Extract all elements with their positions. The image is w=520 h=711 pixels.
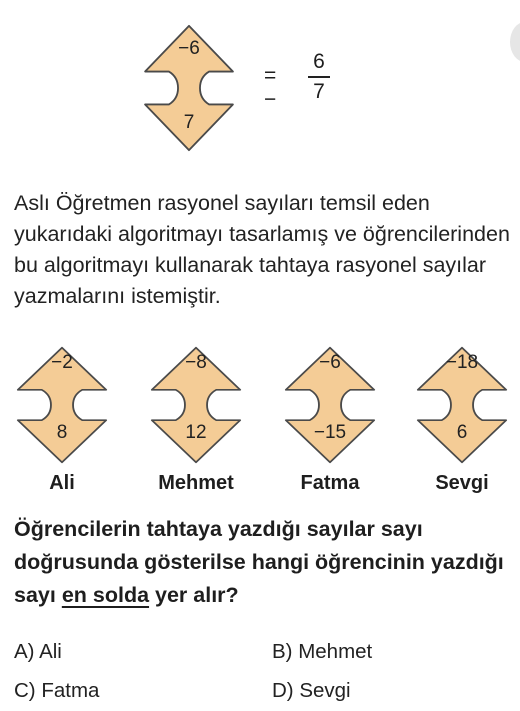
example-fraction	[308, 50, 330, 104]
example-shape	[143, 24, 235, 152]
sevgi-denominator: 6	[456, 422, 468, 443]
example-denominator: 7	[183, 112, 195, 133]
equals-minus: = −	[264, 64, 277, 111]
student-shape-mehmet	[150, 346, 242, 464]
sevgi-numerator: −18	[445, 352, 479, 373]
option-c[interactable]: C) Fatma	[14, 679, 100, 702]
student-shape-fatma	[284, 346, 376, 464]
option-b[interactable]: B) Mehmet	[272, 640, 373, 663]
student-name-mehmet: Mehmet	[158, 472, 234, 494]
fatma-denominator: −15	[313, 422, 347, 443]
option-a[interactable]: A) Ali	[14, 640, 62, 663]
fraction-numerator: 6	[313, 50, 325, 73]
option-d[interactable]: D) Sevgi	[272, 679, 351, 702]
intro-paragraph: Aslı Öğretmen rasyonel sayıları temsil eden yukarıdaki algoritmayı tasarlamış ve öğrencilerinden bu algoritmayı kullanarak tahtaya rasyonel sayılar yazmalarını istemiştir.	[14, 191, 510, 308]
student-name-sevgi: Sevgi	[435, 472, 489, 494]
student-name-ali: Ali	[49, 472, 75, 494]
student-name-fatma: Fatma	[300, 472, 360, 494]
page-edge-decoration	[510, 22, 520, 62]
ali-numerator: −2	[51, 352, 73, 373]
question-post: yer alır?	[149, 583, 239, 607]
example-numerator: −6	[178, 38, 200, 59]
mehmet-numerator: −8	[185, 352, 207, 373]
mehmet-denominator: 12	[185, 422, 207, 443]
student-shape-ali	[16, 346, 108, 464]
question-emphasis: en solda	[61, 583, 150, 607]
fraction-bar	[308, 76, 330, 78]
question-text	[14, 513, 516, 612]
student-shape-sevgi	[416, 346, 508, 464]
question-pre: Öğrencilerin tahtaya yazdığı sayılar sayı doğrusunda gösterilse hangi öğrencinin yazdığı sayı	[14, 517, 504, 607]
ali-denominator: 8	[56, 422, 68, 443]
fatma-numerator: −6	[319, 352, 341, 373]
fraction-denominator: 7	[313, 79, 325, 103]
